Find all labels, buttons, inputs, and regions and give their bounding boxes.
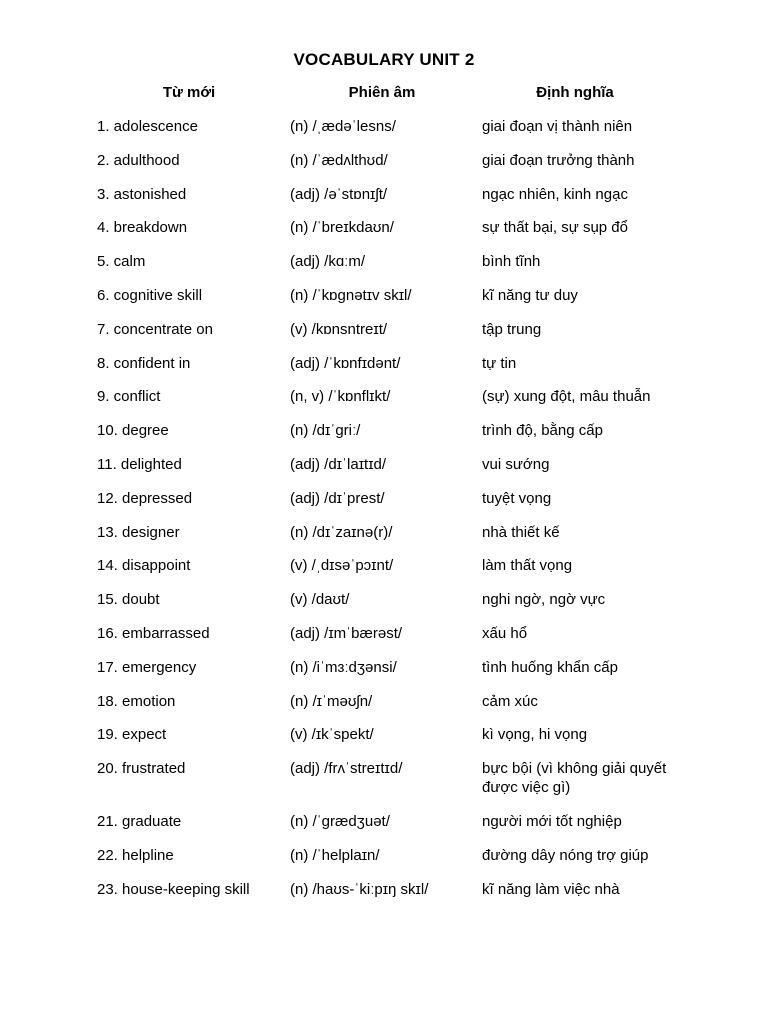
vocab-pronunciation: (n) /iˈmɜːdʒənsi/ [290,658,397,676]
vocab-pronunciation: (n) /ˈgrædʒuət/ [290,812,390,830]
vocabulary-list [0,117,768,913]
vocab-row [0,421,768,440]
vocab-word: 6. cognitive skill [97,286,203,304]
vocab-word: 17. emergency [97,658,197,676]
vocab-word: 16. embarrassed [97,624,210,642]
vocab-pronunciation: (adj) /əˈstɒnɪʃt/ [290,185,388,203]
vocab-word: 23. house-keeping skill [97,880,250,898]
vocab-row [0,759,768,797]
header-new-word: Từ mới [162,84,216,101]
vocab-pronunciation: (n) /dɪˈzaɪnə(r)/ [290,523,393,541]
vocab-row [0,846,768,865]
vocab-row [0,812,768,831]
vocab-definition: người mới tốt nghiệp [482,812,622,830]
vocab-pronunciation: (n) /haʊs-ˈkiːpɪŋ skɪl/ [290,880,429,898]
vocab-word: 8. confident in [97,354,191,372]
vocab-pronunciation: (adj) /ˈkɒnfɪdənt/ [290,354,401,372]
vocab-word: 2. adulthood [97,151,180,169]
vocab-definition: nhà thiết kế [482,523,560,541]
vocab-pronunciation: (n) /ˈædʌlthʊd/ [290,151,388,169]
vocab-pronunciation: (adj) /dɪˈprest/ [290,489,385,507]
vocab-word: 4. breakdown [97,219,188,237]
vocab-word: 3. astonished [97,185,187,203]
vocab-row [0,320,768,339]
vocab-row [0,725,768,744]
vocab-word: 18. emotion [97,692,176,710]
vocab-pronunciation: (adj) /dɪˈlaɪtɪd/ [290,455,387,473]
vocab-word: 1. adolescence [97,118,198,135]
vocab-pronunciation: (adj) /frʌˈstreɪtɪd/ [290,760,403,778]
vocab-row [0,692,768,711]
vocab-pronunciation: (n) /ɪˈməʊʃn/ [290,692,373,710]
vocab-pronunciation: (n) /ˈkɒgnətɪv skɪl/ [290,286,412,304]
vocab-row [0,252,768,271]
vocab-row [0,117,768,136]
vocab-pronunciation: (n) /ˈbreɪkdaʊn/ [290,219,394,237]
vocab-row [0,286,768,305]
vocab-row [0,658,768,677]
vocab-word: 13. designer [97,523,180,541]
vocab-pronunciation: (v) /ɪkˈspekt/ [290,726,374,744]
vocab-row [0,880,768,899]
vocab-word: 15. doubt [97,591,160,609]
vocab-pronunciation: (v) /kɒnsntreɪt/ [290,320,388,338]
vocab-pronunciation: (adj) /ɪmˈbærəst/ [290,624,403,642]
vocab-row [0,151,768,170]
vocab-definition: nghi ngờ, ngờ vực [482,591,606,609]
table-header [0,84,768,104]
vocab-definition: đường dây nóng trợ giúp [482,846,649,864]
vocab-pronunciation: (n) /dɪˈgriː/ [290,422,361,440]
vocab-definition: trình độ, bằng cấp [482,422,603,440]
header-pronunciation: Phiên âm [348,84,416,101]
vocab-definition: (sự) xung đột, mâu thuẫn [482,388,651,406]
vocab-definition: giai đoạn trưởng thành [482,151,635,169]
vocab-word: 19. expect [97,726,167,744]
header-definition: Định nghĩa [536,84,614,101]
vocab-definition: kĩ năng làm việc nhà [482,880,620,898]
vocab-definition: bực bội (vì không giải quyết được việc gì) [482,760,667,797]
vocab-definition: tập trung [482,320,542,338]
vocab-definition: kĩ năng tư duy [482,286,578,304]
vocab-word: 14. disappoint [97,557,191,575]
vocab-definition: bình tĩnh [482,253,541,271]
vocab-word: 10. degree [97,422,169,440]
vocab-row [0,218,768,237]
vocab-word: 5. calm [97,253,146,271]
vocab-definition: tự tin [482,354,517,372]
vocab-word: 11. delighted [97,455,182,473]
vocab-definition: vui sướng [482,455,550,473]
vocab-row [0,387,768,406]
vocab-word: 12. depressed [97,489,193,507]
vocab-definition: giai đoạn vị thành niên [482,118,633,135]
vocab-definition: kì vọng, hi vọng [482,726,588,744]
vocab-definition: xấu hổ [482,624,528,642]
vocab-row [0,354,768,373]
vocab-definition: tuyệt vọng [482,489,552,507]
vocab-definition: tình huống khẩn cấp [482,658,618,676]
vocab-pronunciation: (n, v) /ˈkɒnflɪkt/ [290,388,391,406]
vocab-word: 20. frustrated [97,760,186,778]
vocab-definition: làm thất vọng [482,557,573,575]
vocab-row [0,624,768,643]
vocab-word: 22. helpline [97,846,174,864]
vocab-pronunciation: (n) /ˈhelplaɪn/ [290,846,380,864]
page-title: VOCABULARY UNIT 2 [293,50,475,69]
vocab-row [0,556,768,575]
vocab-row [0,185,768,204]
vocab-pronunciation: (v) /ˌdɪsəˈpɔɪnt/ [290,557,394,575]
vocab-word: 9. conflict [97,388,161,406]
vocab-pronunciation: (adj) /kɑːm/ [290,253,366,271]
vocab-word: 21. graduate [97,812,182,830]
vocab-row [0,523,768,542]
vocab-pronunciation: (v) /daʊt/ [290,591,350,609]
vocab-pronunciation: (n) /ˌædəˈlesns/ [290,118,396,135]
vocab-definition: sự thất bại, sự sụp đổ [482,219,628,237]
vocab-definition: cảm xúc [482,692,538,710]
vocab-row [0,455,768,474]
vocab-word: 7. concentrate on [97,320,213,338]
vocab-row [0,590,768,609]
vocab-row [0,489,768,508]
vocab-definition: ngạc nhiên, kinh ngạc [482,185,628,203]
